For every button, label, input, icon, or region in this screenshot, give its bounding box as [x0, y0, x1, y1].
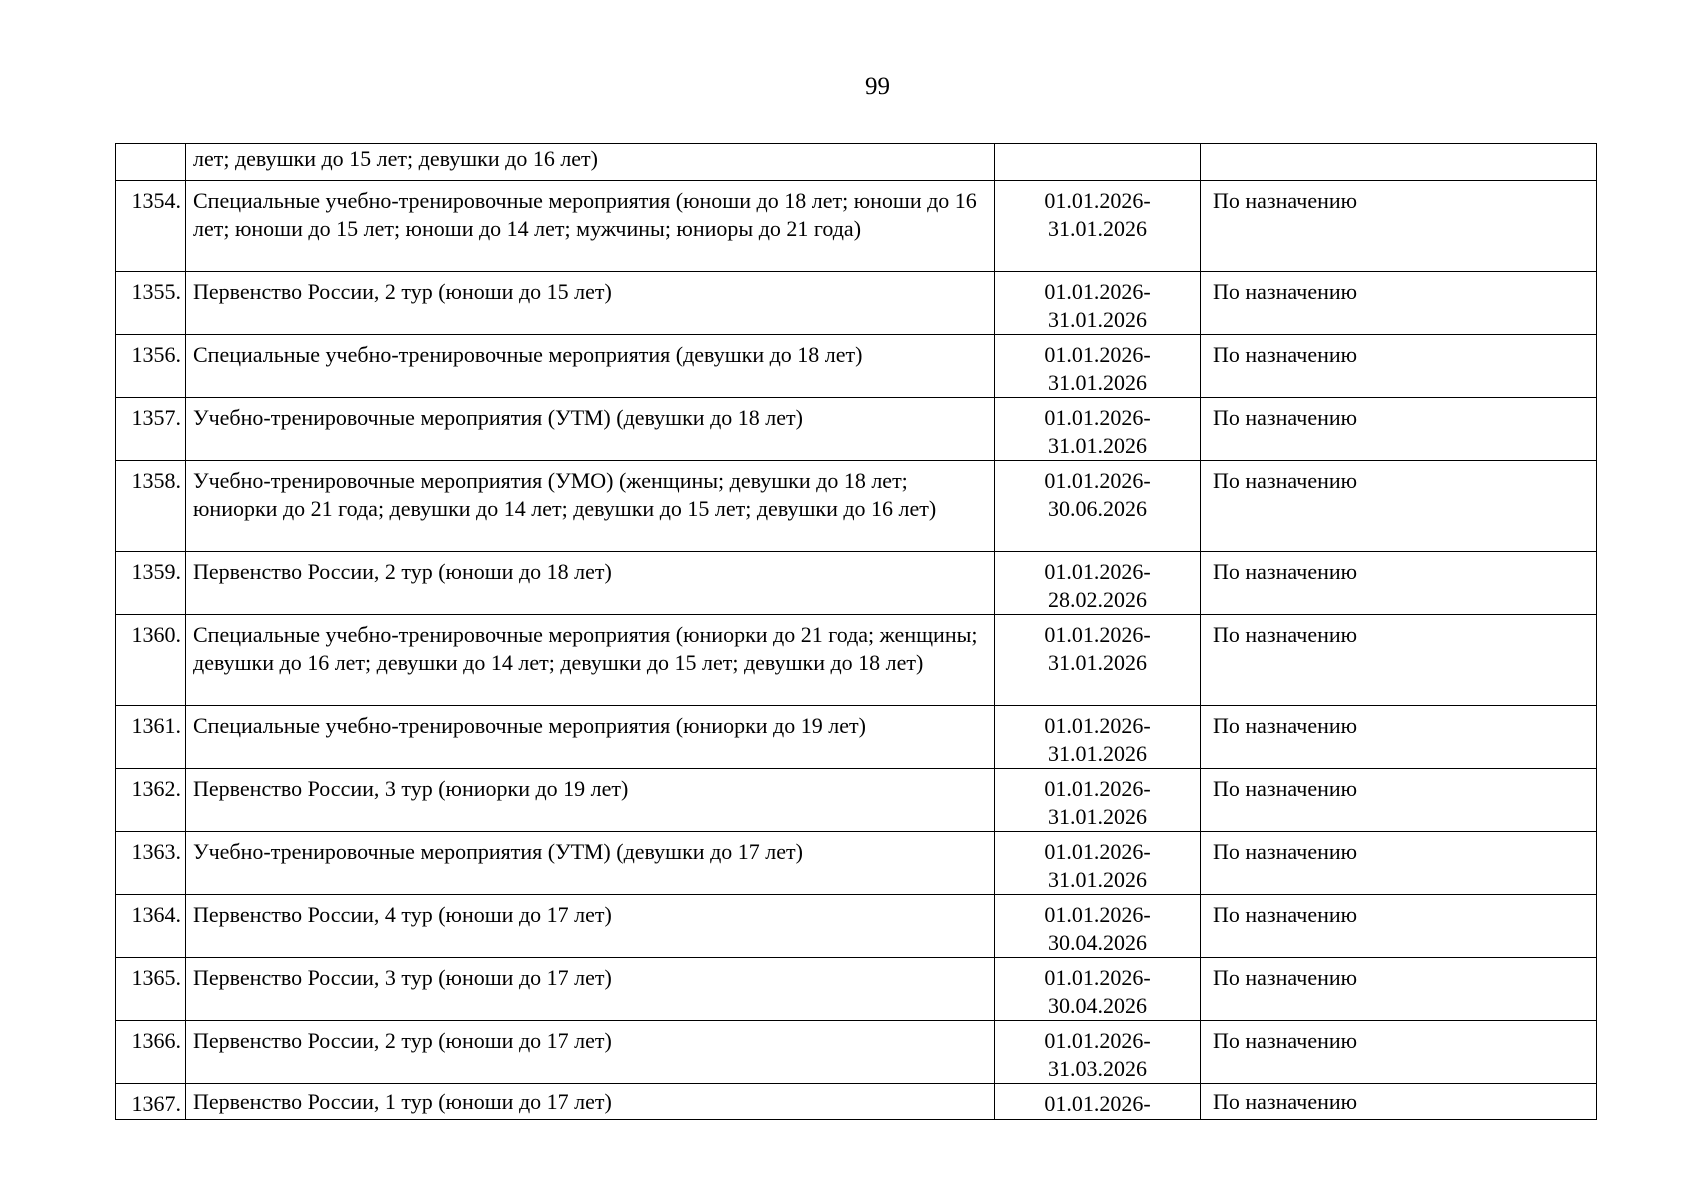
date-to: 30.06.2026: [1048, 495, 1147, 521]
date-from: 01.01.2026-: [1044, 965, 1151, 990]
event-place: По назначению: [1201, 1084, 1597, 1120]
event-name: Учебно-тренировочные мероприятия (УМО) (женщины; девушки до 18 лет; юниорки до 21 года; девушки до 14 лет; девушки до 15 лет; девушки до 16 лет): [186, 461, 995, 552]
event-dates: [995, 615, 1201, 706]
table-row: [116, 398, 1597, 461]
table-row: [116, 615, 1597, 706]
date-to: 30.04.2026: [1048, 992, 1147, 1018]
event-name: Первенство России, 2 тур (юноши до 18 лет): [186, 552, 995, 615]
event-place: По назначению: [1201, 461, 1597, 552]
date-from: 01.01.2026-: [1044, 279, 1151, 304]
date-from: 01.01.2026-: [1044, 776, 1151, 801]
event-place: По назначению: [1201, 181, 1597, 272]
event-place: По назначению: [1201, 832, 1597, 895]
row-number: 1364.: [116, 895, 186, 958]
date-from: 01.01.2026-: [1044, 622, 1151, 647]
date-from: 01.01.2026-: [1044, 839, 1151, 864]
row-number: 1360.: [116, 615, 186, 706]
row-number: 1361.: [116, 706, 186, 769]
date-from: 01.01.2026-: [1044, 713, 1151, 738]
event-place: [1201, 144, 1597, 181]
event-name: Специальные учебно-тренировочные мероприятия (юниорки до 19 лет): [186, 706, 995, 769]
event-name: Первенство России, 2 тур (юноши до 17 лет): [186, 1021, 995, 1084]
event-name: Первенство России, 2 тур (юноши до 15 лет): [186, 272, 995, 335]
event-dates: [995, 181, 1201, 272]
table-row: [116, 335, 1597, 398]
date-to: 30.04.2026: [1048, 929, 1147, 955]
event-place: По назначению: [1201, 335, 1597, 398]
row-number: 1362.: [116, 769, 186, 832]
date-from: 01.01.2026-: [1044, 1028, 1151, 1053]
event-place: По назначению: [1201, 895, 1597, 958]
event-name: Первенство России, 3 тур (юноши до 17 лет): [186, 958, 995, 1021]
date-to: 31.01.2026: [1048, 369, 1147, 395]
event-name: Учебно-тренировочные мероприятия (УТМ) (девушки до 18 лет): [186, 398, 995, 461]
row-number: 1359.: [116, 552, 186, 615]
event-dates: [995, 552, 1201, 615]
date-to: 31.01.2026: [1048, 432, 1147, 458]
date-from: 01.01.2026-: [1044, 559, 1151, 584]
row-number: 1358.: [116, 461, 186, 552]
table-row: [116, 552, 1597, 615]
event-dates: [995, 1084, 1201, 1120]
event-name: Первенство России, 3 тур (юниорки до 19 лет): [186, 769, 995, 832]
date-to: 31.01.2026: [1048, 866, 1147, 892]
date-to: 31.01.2026: [1048, 649, 1147, 675]
row-number: 1356.: [116, 335, 186, 398]
date-to: 31.01.2026: [1048, 803, 1147, 829]
event-dates: [995, 958, 1201, 1021]
date-to: 31.01.2026: [1048, 306, 1147, 332]
date-to: 31.03.2026: [1048, 1055, 1147, 1081]
event-name: лет; девушки до 15 лет; девушки до 16 лет): [186, 144, 995, 181]
row-number: 1357.: [116, 398, 186, 461]
row-number: 1363.: [116, 832, 186, 895]
event-dates: [995, 461, 1201, 552]
table-row: [116, 272, 1597, 335]
event-dates: [995, 769, 1201, 832]
date-to: 31.01.2026: [1048, 740, 1147, 766]
table-row: [116, 832, 1597, 895]
event-dates: [995, 895, 1201, 958]
event-place: По назначению: [1201, 706, 1597, 769]
date-to: 31.01.2026: [1048, 215, 1147, 241]
event-name: Специальные учебно-тренировочные мероприятия (юниорки до 21 года; женщины; девушки до 16 лет; девушки до 14 лет; девушки до 15 лет; девушки до 18 лет): [186, 615, 995, 706]
event-place: По назначению: [1201, 769, 1597, 832]
page-number: 99: [865, 73, 890, 100]
date-from: 01.01.2026-: [1044, 405, 1151, 430]
event-dates: [995, 335, 1201, 398]
event-dates: [995, 144, 1201, 181]
event-dates: [995, 1021, 1201, 1084]
date-from: 01.01.2026-: [1044, 342, 1151, 367]
events-table: [115, 143, 1597, 1120]
row-number: 1355.: [116, 272, 186, 335]
date-from: 01.01.2026-: [1044, 902, 1151, 927]
event-name: Специальные учебно-тренировочные мероприятия (девушки до 18 лет): [186, 335, 995, 398]
row-number: 1365.: [116, 958, 186, 1021]
date-from: 01.01.2026-: [1044, 468, 1151, 493]
table-row: [116, 1021, 1597, 1084]
event-place: По назначению: [1201, 552, 1597, 615]
event-place: По назначению: [1201, 398, 1597, 461]
date-from: 01.01.2026-: [1044, 1091, 1151, 1116]
row-number: 1354.: [116, 181, 186, 272]
row-number: 1367.: [116, 1084, 186, 1120]
event-name: Первенство России, 4 тур (юноши до 17 лет): [186, 895, 995, 958]
table-row: [116, 958, 1597, 1021]
event-dates: [995, 272, 1201, 335]
event-dates: [995, 706, 1201, 769]
event-dates: [995, 398, 1201, 461]
event-place: По назначению: [1201, 958, 1597, 1021]
date-to: 28.02.2026: [1048, 586, 1147, 612]
event-name: Учебно-тренировочные мероприятия (УТМ) (девушки до 17 лет): [186, 832, 995, 895]
table-row: [116, 181, 1597, 272]
event-place: По назначению: [1201, 615, 1597, 706]
table-row: [116, 461, 1597, 552]
table-row: [116, 895, 1597, 958]
table-row: [116, 144, 1597, 181]
date-from: 01.01.2026-: [1044, 188, 1151, 213]
event-name: Первенство России, 1 тур (юноши до 17 лет): [186, 1084, 995, 1120]
event-name: Специальные учебно-тренировочные мероприятия (юноши до 18 лет; юноши до 16 лет; юноши до 15 лет; юноши до 14 лет; мужчины; юниоры до 21 года): [186, 181, 995, 272]
table-row: [116, 769, 1597, 832]
row-number: 1366.: [116, 1021, 186, 1084]
row-number: [116, 144, 186, 181]
event-place: По назначению: [1201, 1021, 1597, 1084]
table-row: [116, 706, 1597, 769]
table-row: [116, 1084, 1597, 1120]
event-place: По назначению: [1201, 272, 1597, 335]
event-dates: [995, 832, 1201, 895]
